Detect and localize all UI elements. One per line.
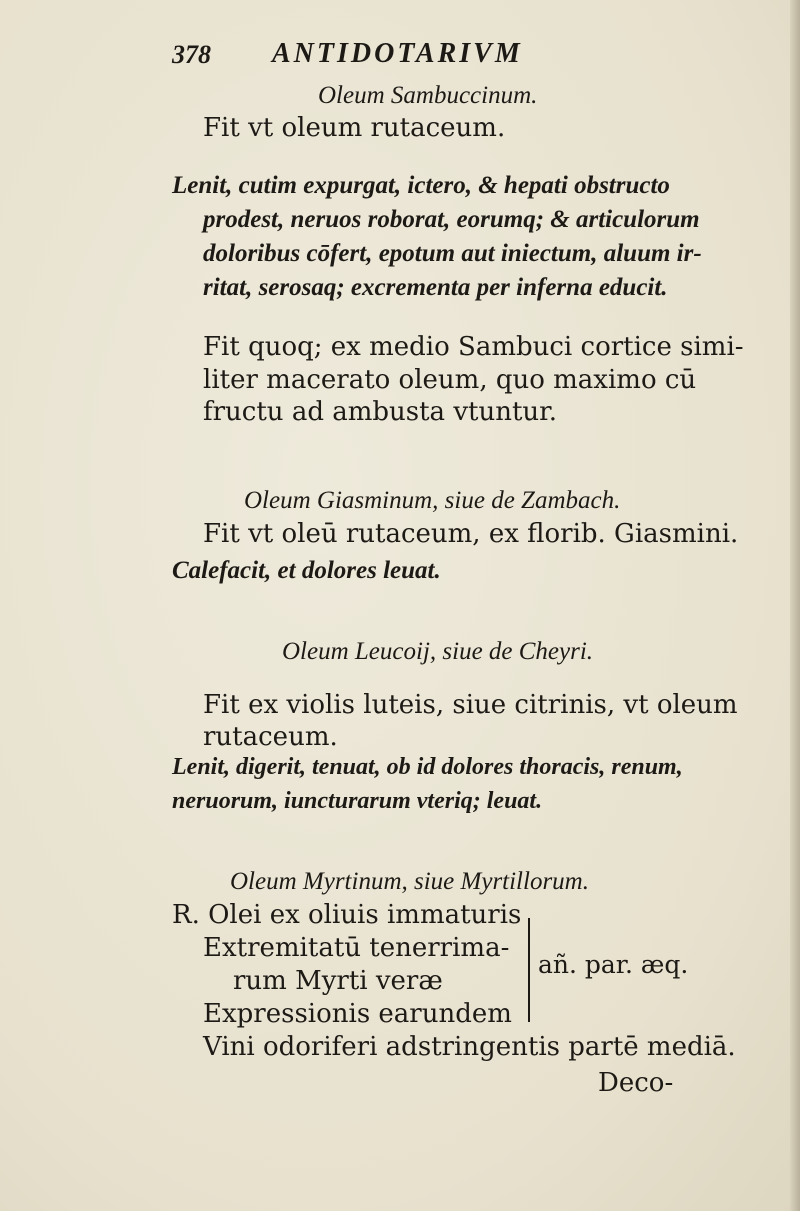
running-title: ANTIDOTARIVM [272, 38, 523, 69]
text-line: Fit quoq; ex medio Sambuci cortice simi- [203, 332, 744, 362]
recipe-quantity: añ. par. æq. [538, 950, 689, 979]
text-line: fructu ad ambusta vtuntur. [203, 397, 557, 427]
catchword: Deco- [598, 1068, 674, 1098]
recipe-line: Expressionis earundem [203, 999, 512, 1029]
text-line: Calefacit, et dolores leuat. [172, 557, 441, 584]
text-line: Lenit, digerit, tenuat, ob id dolores thoracis, renum, [172, 754, 683, 780]
text-line: Lenit, cutim expurgat, ictero, & hepati obstructo [172, 172, 670, 199]
text-line: liter macerato oleum, quo maximo cū [203, 365, 697, 395]
text-line: Vini odoriferi adstringentis partē mediā. [203, 1032, 736, 1062]
page-number: 378 [172, 40, 211, 69]
recipe-line: rum Myrti veræ [233, 966, 443, 996]
recipe-line: Extremitatū tenerrima- [203, 933, 510, 963]
text-line: Fit vt oleū rutaceum, ex florib. Giasmini. [203, 519, 739, 549]
text-line: rutaceum. [203, 722, 338, 752]
text-line: doloribus cōfert, epotum aut iniectum, aluum ir- [203, 240, 702, 267]
text-line: ritat, serosaq; excrementa per inferna educit. [203, 274, 668, 301]
recipe-brace [520, 918, 530, 1022]
recipe-line: R. Olei ex oliuis immaturis [172, 900, 522, 930]
text-line: neruorum, iuncturarum vteriq; leuat. [172, 788, 543, 814]
section-title-leucoij: Oleum Leucoij, siue de Cheyri. [282, 638, 594, 665]
text-line: prodest, neruos roborat, eorumq; & articulorum [203, 206, 700, 233]
section-title-myrtinum: Oleum Myrtinum, siue Myrtillorum. [230, 868, 589, 895]
text-line: Fit ex violis luteis, siue citrinis, vt oleum [203, 690, 738, 720]
page-edge [790, 0, 800, 1211]
section-title-giasminum: Oleum Giasminum, siue de Zambach. [244, 487, 621, 514]
text-line: Fit vt oleum rutaceum. [203, 113, 506, 143]
section-title-sambuccinum: Oleum Sambuccinum. [318, 82, 538, 109]
